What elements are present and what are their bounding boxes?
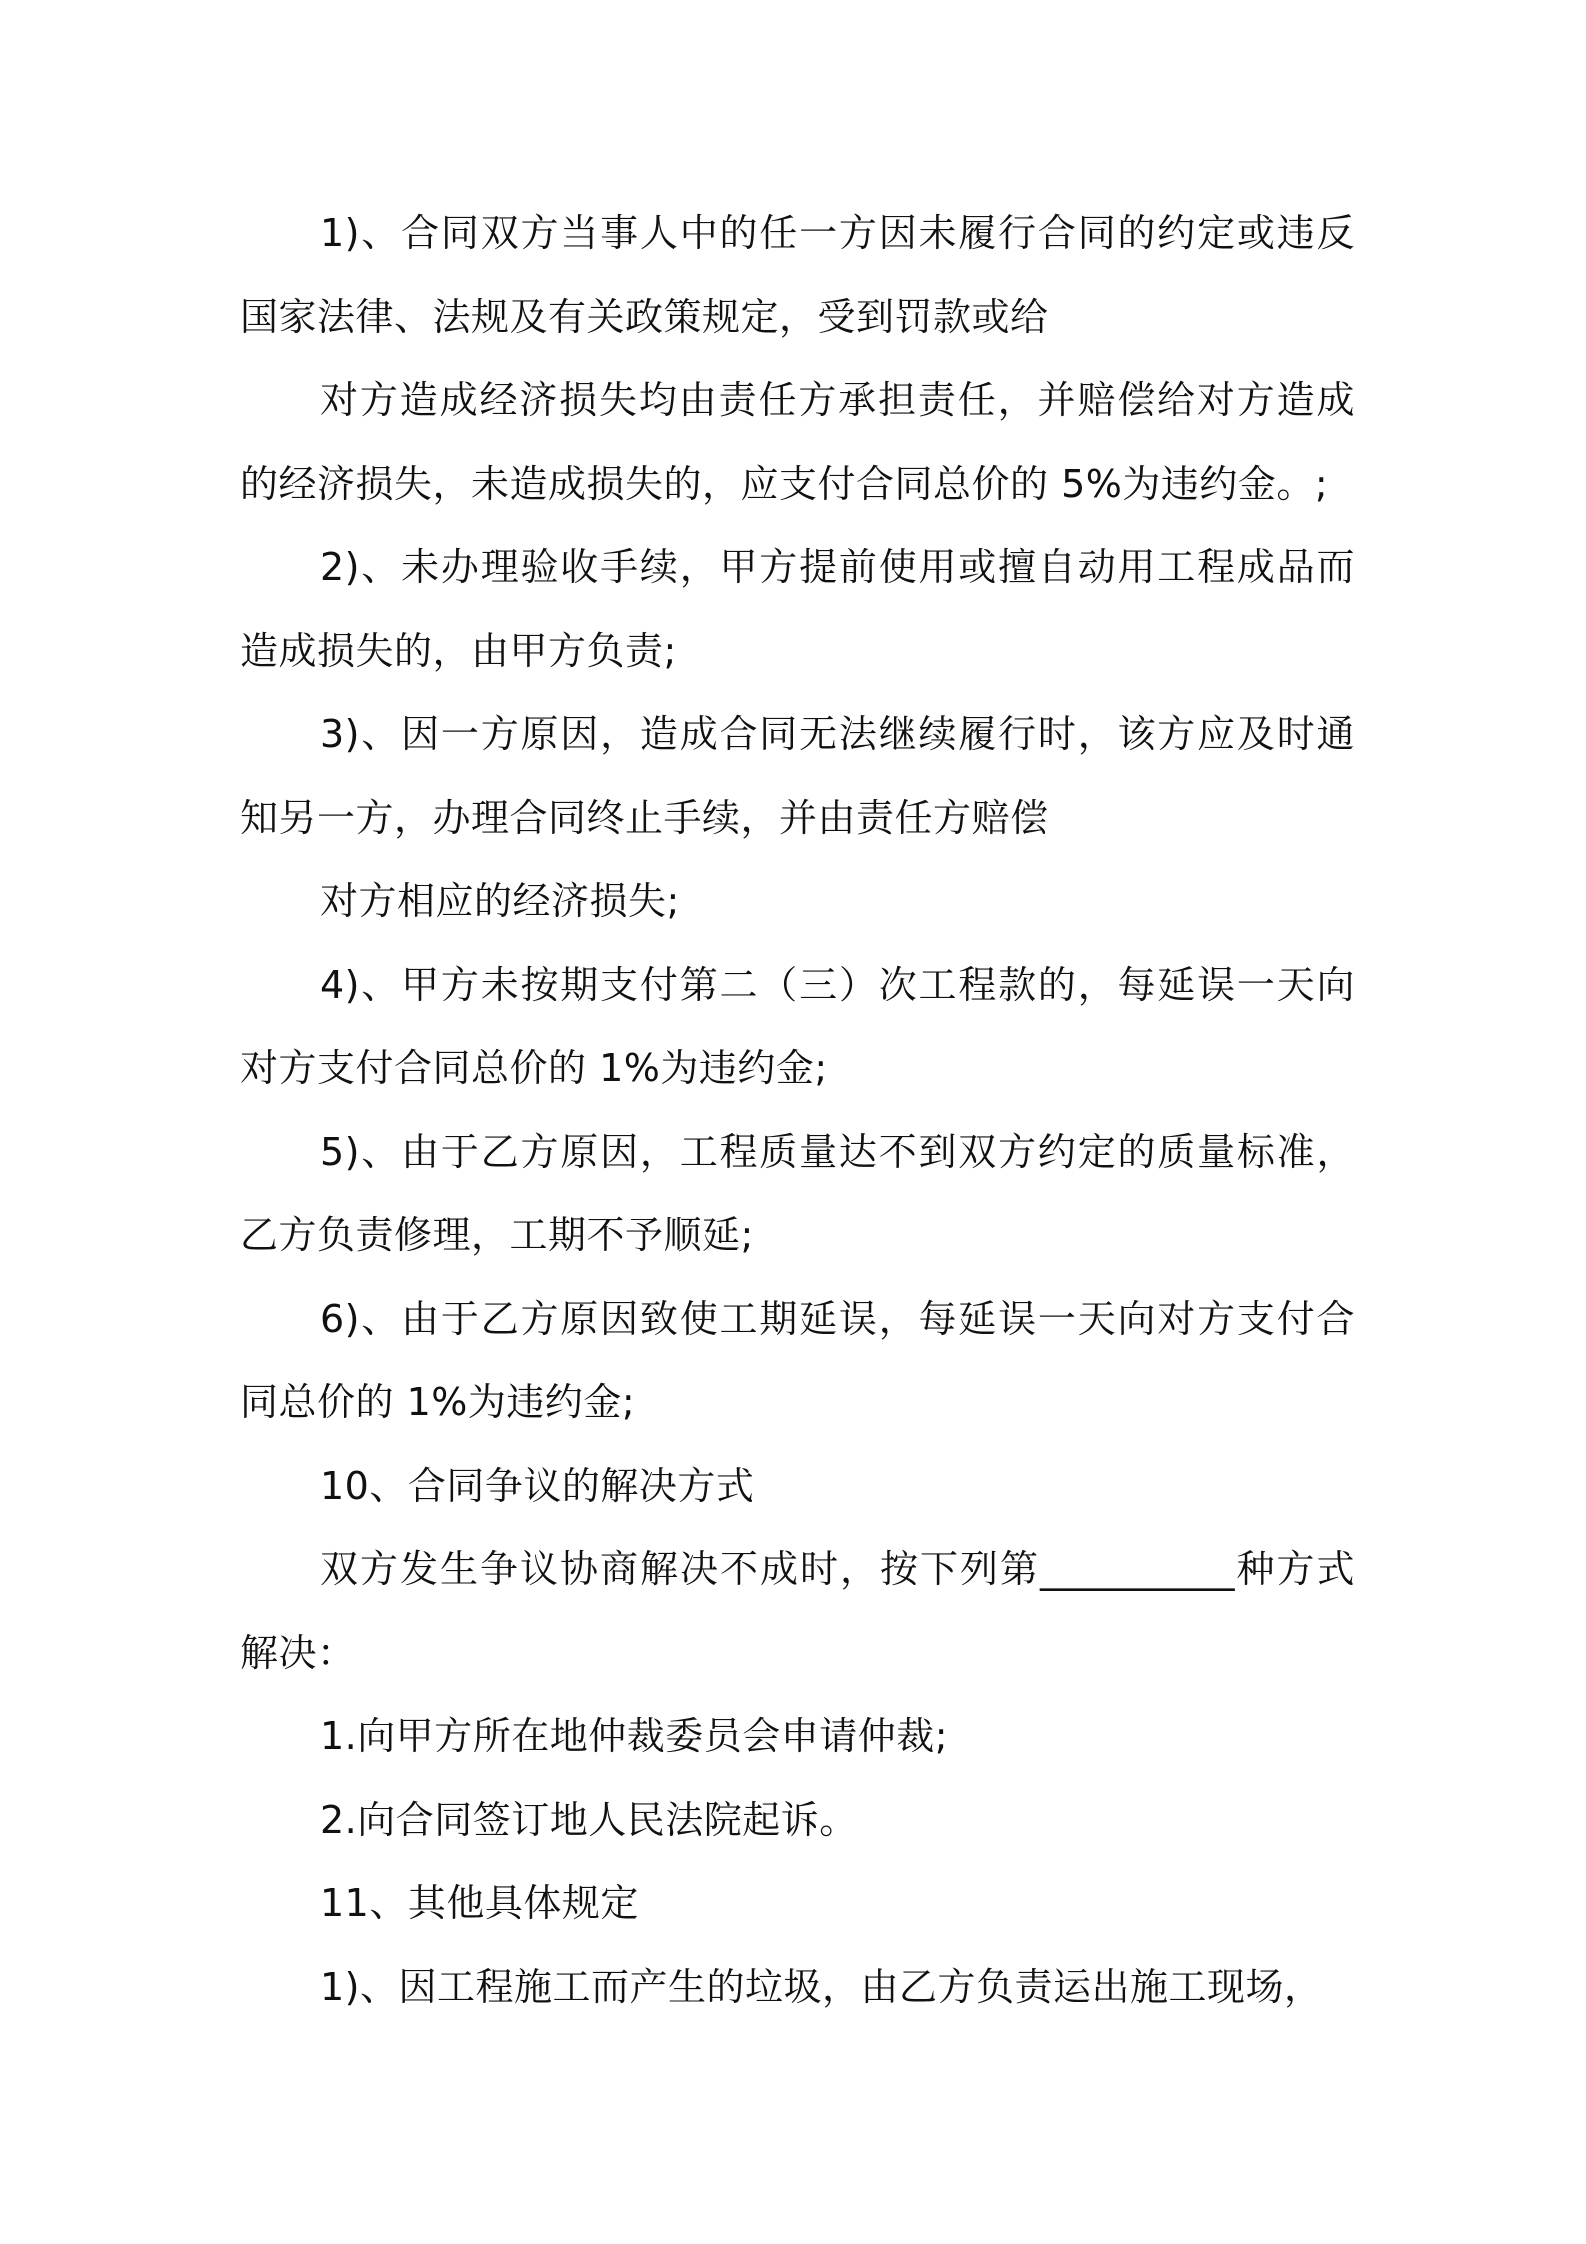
clause-6-schedule-delay: 6)、由于乙方原因致使工期延误，每延误一天向对方支付合同总价的 1%为违约金; (240, 1296, 1355, 1424)
section-10-heading: 10、合同争议的解决方式 (320, 1463, 755, 1508)
dispute-option-2: 2.向合同签订地人民法院起诉。 (320, 1797, 858, 1842)
clause-5-quality: 5)、由于乙方原因，工程质量达不到双方约定的质量标准，乙方负责修理，工期不予顺延; (240, 1129, 1355, 1257)
other-rule-1: 1)、因工程施工而产生的垃圾，由乙方负责运出施工现场， (320, 1964, 1323, 2009)
clause-1-penalty: 1)、合同双方当事人中的任一方因未履行合同的约定或违反国家法律、法规及有关政策规定，受到罚款或给 (240, 211, 1355, 339)
section-11-heading: 11、其他具体规定 (320, 1881, 639, 1925)
clause-3-termination: 3)、因一方原因，造成合同无法继续履行时，该方应及时通知另一方，办理合同终止手续，并由责任方赔偿 (240, 712, 1355, 840)
clause-4-payment-delay: 4)、甲方未按期支付第二（三）次工程款的，每延误一天向对方支付合同总价的 1%为违约金; (240, 962, 1355, 1090)
clause-2-acceptance: 2)、未办理验收手续，甲方提前使用或擅自动用工程成品而造成损失的，由甲方负责; (240, 545, 1355, 673)
dispute-option-1: 1.向甲方所在地仲裁委员会申请仲裁; (320, 1714, 949, 1758)
clause-3-termination-continued: 对方相应的经济损失; (320, 879, 680, 923)
clause-1-penalty-continued: 对方造成经济损失均由责任方承担责任，并赔偿给对方造成的经济损失，未造成损失的，应支付合同总价的 5%为违约金。; (240, 378, 1355, 506)
dispute-resolution-text: 双方发生争议协商解决不成时，按下列第__________种方式解决： (240, 1547, 1355, 1675)
document-body (240, 192, 1355, 2029)
